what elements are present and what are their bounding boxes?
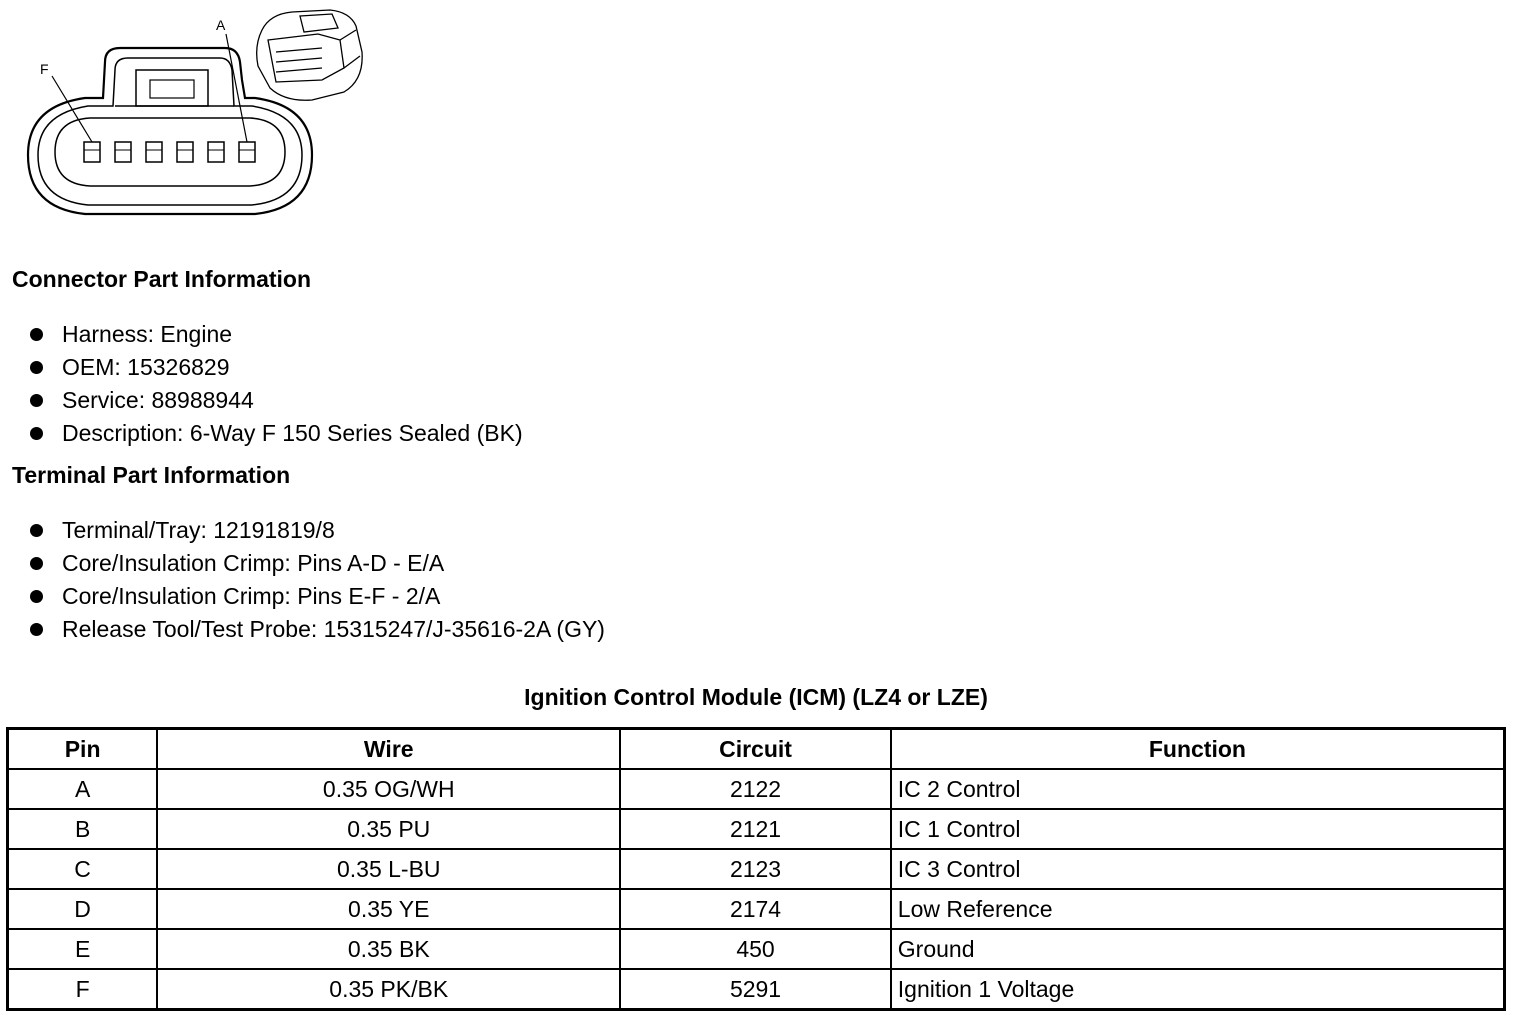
terminal-info-heading: Terminal Part Information xyxy=(12,462,291,488)
list-item-text: OEM: 15326829 xyxy=(62,354,230,380)
wire-cell: 0.35 BK xyxy=(157,929,620,969)
circuit-cell: 450 xyxy=(620,929,891,969)
wire-cell: 0.35 PK/BK xyxy=(157,969,620,1010)
bullet-icon xyxy=(30,557,43,570)
wire-cell: 0.35 L-BU xyxy=(157,849,620,889)
pin-cell: D xyxy=(8,889,158,929)
connector-3d-thumbnail xyxy=(257,10,363,100)
pin-cell: C xyxy=(8,849,158,889)
bullet-icon xyxy=(30,590,43,603)
circuit-cell: 5291 xyxy=(620,969,891,1010)
bullet-icon xyxy=(30,524,43,537)
pin-cell: E xyxy=(8,929,158,969)
pin-cell: A xyxy=(8,769,158,809)
list-item xyxy=(0,384,523,417)
bullet-icon xyxy=(30,623,43,636)
pin-cavity-a xyxy=(239,142,255,162)
column-header-function: Function xyxy=(891,729,1505,770)
leader-line-f xyxy=(52,76,92,142)
circuit-cell: 2123 xyxy=(620,849,891,889)
list-item xyxy=(0,318,523,351)
pin-cavity-d xyxy=(146,142,162,162)
pin-label-a: A xyxy=(216,17,226,33)
list-item xyxy=(0,514,605,547)
pin-cavity-e xyxy=(115,142,131,162)
latch xyxy=(136,70,208,106)
wire-cell: 0.35 YE xyxy=(157,889,620,929)
list-item xyxy=(0,417,523,450)
list-item xyxy=(0,613,605,646)
bullet-icon xyxy=(30,394,43,407)
wire-cell: 0.35 PU xyxy=(157,809,620,849)
function-cell: Ground xyxy=(891,929,1505,969)
list-item xyxy=(0,580,605,613)
table-row xyxy=(8,969,1505,1010)
connector-info-list xyxy=(0,318,523,450)
table-row xyxy=(8,769,1505,809)
table-title: Ignition Control Module (ICM) (LZ4 or LZE) xyxy=(524,684,988,710)
list-item-text: Core/Insulation Crimp: Pins A-D - E/A xyxy=(62,550,445,576)
list-item-text: Terminal/Tray: 12191819/8 xyxy=(62,517,335,543)
table-row xyxy=(8,889,1505,929)
circuit-cell: 2174 xyxy=(620,889,891,929)
pin-cavity-c xyxy=(177,142,193,162)
list-item-text: Service: 88988944 xyxy=(62,387,254,413)
bullet-icon xyxy=(30,361,43,374)
pin-cavity-b xyxy=(208,142,224,162)
function-cell: Low Reference xyxy=(891,889,1505,929)
function-cell: IC 2 Control xyxy=(891,769,1505,809)
function-cell: IC 1 Control xyxy=(891,809,1505,849)
pin-label-f: F xyxy=(40,61,49,77)
list-item xyxy=(0,351,523,384)
latch-inner xyxy=(150,80,194,98)
function-cell: Ignition 1 Voltage xyxy=(891,969,1505,1010)
table-row xyxy=(8,849,1505,889)
terminal-info-list xyxy=(0,514,605,646)
circuit-cell: 2121 xyxy=(620,809,891,849)
column-header-wire: Wire xyxy=(157,729,620,770)
connector-info-heading: Connector Part Information xyxy=(12,266,312,292)
connector-drawing xyxy=(0,0,400,225)
wire-cell: 0.35 OG/WH xyxy=(157,769,620,809)
list-item-text: Description: 6-Way F 150 Series Sealed (BK) xyxy=(62,420,523,446)
circuit-cell: 2122 xyxy=(620,769,891,809)
pin-cell: F xyxy=(8,969,158,1010)
list-item-text: Core/Insulation Crimp: Pins E-F - 2/A xyxy=(62,583,441,609)
column-header-circuit: Circuit xyxy=(620,729,891,770)
table-row xyxy=(8,929,1505,969)
pin-cavity-outline xyxy=(55,118,285,186)
bullet-icon xyxy=(30,427,43,440)
pin-cell: B xyxy=(8,809,158,849)
list-item xyxy=(0,547,605,580)
column-header-pin: Pin xyxy=(8,729,158,770)
pin-cavity-f xyxy=(84,142,100,162)
table-row xyxy=(8,809,1505,849)
table-header-row xyxy=(8,729,1505,770)
pinout-table xyxy=(6,727,1506,1011)
pin-cavities xyxy=(84,142,255,162)
function-cell: IC 3 Control xyxy=(891,849,1505,889)
bullet-icon xyxy=(30,328,43,341)
list-item-text: Harness: Engine xyxy=(62,321,233,347)
list-item-text: Release Tool/Test Probe: 15315247/J-35616-2A (GY) xyxy=(62,616,605,642)
connector-body-outline xyxy=(28,48,312,214)
